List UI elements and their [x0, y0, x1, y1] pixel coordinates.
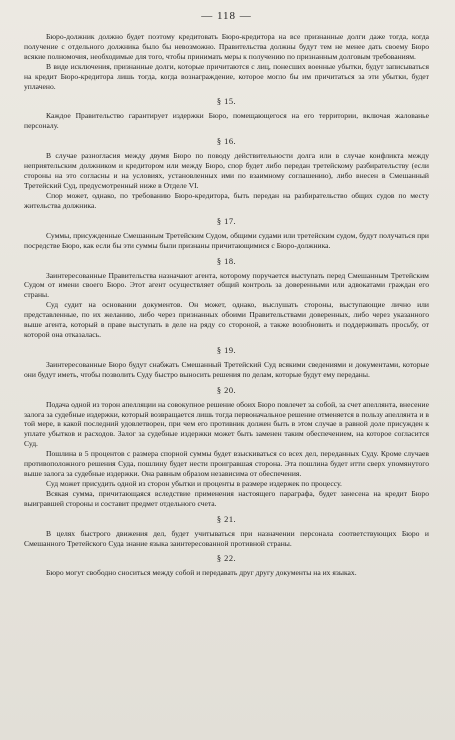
paragraph: Заинтересованные Бюро будут снабжать Смешанный Третейский Суд всякими сведениями и документами, которые они будут иметь, чтобы позволить Суду быстро выносить решения по делам, которые будут ему переданы.: [24, 359, 429, 379]
paragraph: Подача одной из торон апелляции на совокупное решение обоих Бюро повлечет за собой, за счет апеллянта, внесение залога за судебные издержки, который возвращается лишь тогда первоначальное решение отменяется в пользу апеллянта и в той мере, в какой последний удовлетворен, при чем его противник должен быть в этом случае в равной доле присужден к уплате убытков и расходов. Залог за судебные издержки может быть заменен таким обеспечением, на которое согласится Суд.: [24, 399, 429, 449]
section-heading: § 17.: [216, 216, 237, 226]
section-heading: § 22.: [216, 554, 237, 564]
section-heading: § 20.: [216, 385, 237, 395]
paragraph: В целях быстрого движения дел, будет учитываться при назначении персонала соответствующих Бюро и Смешанного Третейского Суда знание языка заинтересованной противной страны.: [24, 528, 429, 548]
paragraph: Бюро могут свободно сноситься между собой и передавать друг другу документы на их языках.: [46, 568, 357, 578]
page-number: — 118 —: [201, 10, 252, 22]
section-heading: § 15.: [216, 97, 237, 107]
section-heading: § 18.: [216, 256, 237, 266]
paragraph: Суд судит на основании документов. Он может, однако, выслушать стороны, выступающие лично или представленные, по их желанию, либо через признанных обоими Правительствами доверенных, либо через указанного выше агента, который в праве выступать в деле на ряду со стороной, а также возобновить и поддерживать просьбу, от которой она отказалась.: [24, 300, 429, 339]
paragraph: Бюро-должник должно будет поэтому кредитовать Бюро-кредитора на все признанные долги даже тогда, когда получение с отдельного должника было бы невозможно. Правительства должны будут тем не менее дать своему Бюро всякие полномочия, необходимые для того, чтобы принимать меры к получению по признанным долговым требованиям.: [24, 32, 429, 61]
paragraph: Заинтересованные Правительства назначают агента, которому поручается выступать перед Смешанным Третейским Судом от имени своего Бюро. Этот агент осуществляет общий контроль за доверенными или адвокатами граждан его страны.: [24, 270, 429, 300]
paragraph: Пошлина в 5 процентов с размера спорной суммы будет взыскиваться со всех дел, переданных Суду. Кроме случаев противоположного решения Суда, пошлину будет нести проигравшая сторона. Эта пошлина будет итти сверх упомянутого выше залога за судебные издержки. Она равным образом независима от обеспечения.: [24, 449, 429, 478]
section-heading: § 21.: [216, 514, 237, 524]
paragraph: Суммы, присужденные Смешанным Третейским Судом, общими судами или третейским судом, будут получаться при посредстве Бюро, как если бы эти суммы были признаны причитающимися с Бюро-должника.: [24, 230, 429, 250]
paragraph: Суд может присудить одной из сторон убытки и проценты в размере издержек по процессу.: [46, 478, 342, 488]
section-heading: § 16.: [216, 137, 237, 147]
document-body: [24, 32, 429, 578]
paragraph: Каждое Правительство гарантирует издержки Бюро, помещающегося на его территории, включая жалованье персоналу.: [24, 111, 429, 131]
paragraph: В случае разногласия между двумя Бюро по поводу действительности долга или в случае конфликта между неприятельским должником и кредитором или между Бюро, спор будет либо передан третейскому разбирательству (если стороны на это согласны и на условиях, установленных ими по взаимному соглашению), либо внесен в Смешанный Третейский Суд, предусмотренный ниже в Отделе VI.: [24, 151, 429, 190]
paragraph: Спор может, однако, по требованию Бюро-кредитора, быть передан на разбирательство общих судов по месту жительства должника.: [24, 190, 429, 210]
section-heading: § 19.: [216, 345, 237, 355]
paragraph: Всякая сумма, причитающаяся вследствие применения настоящего параграфа, будет занесена на кредит Бюро выигравшей стороны и составит предмет отдельного счета.: [24, 488, 429, 508]
paragraph: В виде исключения, признанные долги, которые причитаются с лиц, понесших военные убытки, будут записываться на кредит Бюро-кредитора лишь тогда, когда вознаграждение, которое могло бы им причитаться за эти убытки, будет уплачено.: [24, 61, 429, 91]
